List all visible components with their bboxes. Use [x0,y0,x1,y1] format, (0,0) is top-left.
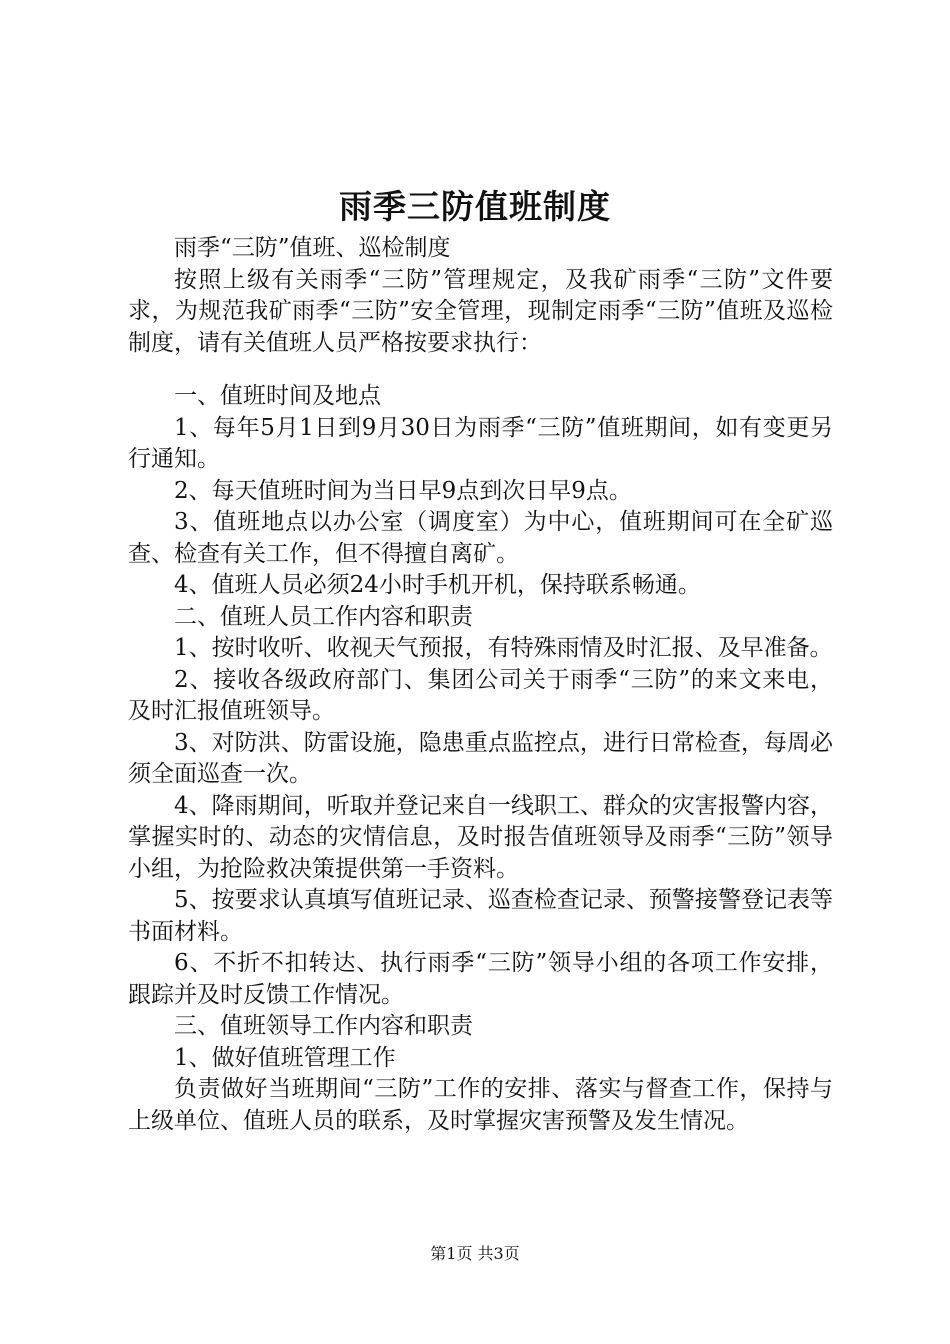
section-heading-3: 三、值班领导工作内容和职责 [174,1013,473,1039]
list-item: 4、值班人员必须24小时手机开机，保持联系畅通。 [174,572,701,598]
subtitle-paragraph: 雨季“三防”值班、巡检制度 [174,235,451,261]
list-item: 4、降雨期间，听取并登记来自一线职工、群众的灾害报警内容，掌握实时的、动态的灾情信息，及时报告值班领导及雨季“三防”领导小组，为抢险救决策提供第一手资料。 [128,792,833,882]
section-heading-2: 二、值班人员工作内容和职责 [174,603,473,630]
section-heading-1: 一、值班时间及地点 [174,383,381,409]
list-item: 1、每年5月1日到9月30日为雨季“三防”值班期间，如有变更另行通知。 [128,414,833,472]
list-item: 3、值班地点以办公室（调度室）为中心，值班期间可在全矿巡查、检查有关工作，但不得擅自离矿。 [128,509,833,567]
document-body [128,233,833,1137]
list-item: 2、每天值班时间为当日早9点到次日早9点。 [174,477,632,504]
list-item: 6、不折不扣转达、执行雨季“三防”领导小组的各项工作安排，跟踪并及时反馈工作情况。 [128,950,833,1008]
body-paragraph: 负责做好当班期间“三防”工作的安排、落实与督查工作，保持与上级单位、值班人员的联系，及时掌握灾害预警及发生情况。 [128,1076,833,1134]
list-item: 3、对防洪、防雷设施，隐患重点监控点，进行日常检查，每周必须全面巡查一次。 [128,729,833,787]
page-title: 雨季三防值班制度 [339,187,611,226]
page-footer: 第1页 共3页 [430,1244,520,1263]
list-item: 1、按时收听、收视天气预报，有特殊雨情及时汇报、及早准备。 [174,635,833,661]
list-item: 5、按要求认真填写值班记录、巡查检查记录、预警接警登记表等书面材料。 [128,887,833,945]
intro-paragraph: 按照上级有关雨季“三防”管理规定，及我矿雨季“三防”文件要求，为规范我矿雨季“三防”安全管理，现制定雨季“三防”值班及巡检制度，请有关值班人员严格按要求执行： [128,266,833,356]
list-item: 1、做好值班管理工作 [174,1044,396,1071]
list-item: 2、接收各级政府部门、集团公司关于雨季“三防”的来文来电，及时汇报值班领导。 [128,666,833,724]
